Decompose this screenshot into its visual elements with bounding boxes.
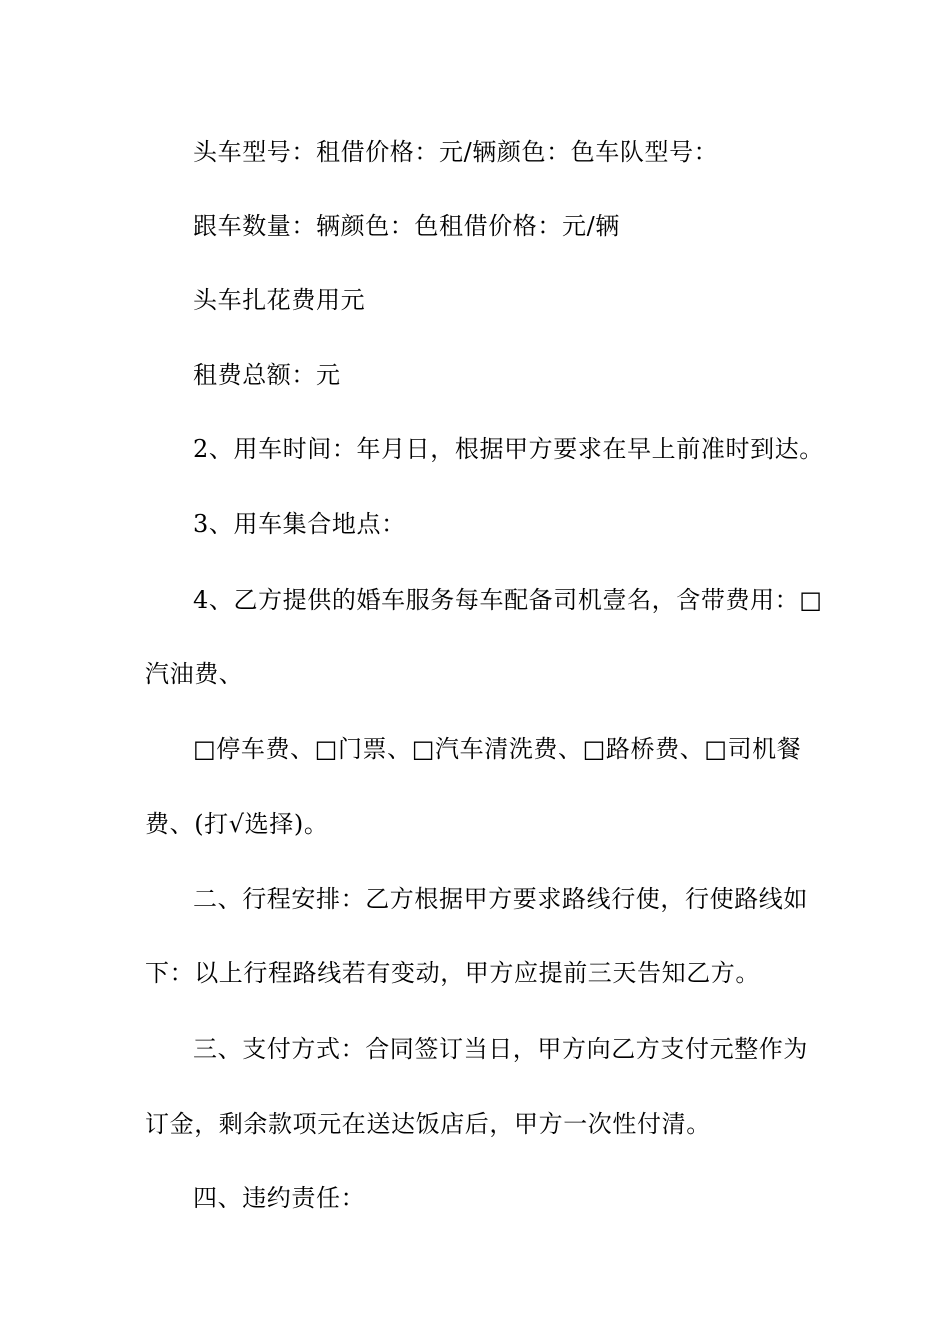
text-line-fee-selection-note: 费、(打√选择)。 [145, 810, 329, 838]
text-line-head-car: 头车型号：租借价格：元/辆颜色：色车队型号： [193, 138, 719, 166]
text-line-driver-service: 4、乙方提供的婚车服务每车配备司机壹名，含带费用：□ [193, 586, 823, 614]
text-line-itinerary-change: 下：以上行程路线若有变动，甲方应提前三天告知乙方。 [145, 959, 760, 987]
text-line-meeting-place: 3、用车集合地点： [193, 510, 406, 538]
text-line-flower-fee: 头车扎花费用元 [193, 286, 366, 314]
text-line-follow-cars: 跟车数量：辆颜色：色租借价格：元/辆 [193, 212, 620, 240]
text-line-payment-heading: 三、支付方式：合同签订当日，甲方向乙方支付元整作为 [193, 1035, 808, 1063]
text-line-usage-time: 2、用车时间：年月日，根据甲方要求在早上前准时到达。 [193, 435, 824, 463]
text-line-total-rent: 租费总额：元 [193, 361, 341, 389]
text-line-itinerary-heading: 二、行程安排：乙方根据甲方要求路线行使，行使路线如 [193, 885, 808, 913]
text-line-breach-heading: 四、违约责任： [193, 1184, 366, 1212]
text-line-payment-balance: 订金，剩余款项元在送达饭店后，甲方一次性付清。 [145, 1110, 711, 1138]
text-line-fuel-fee: 汽油费、 [145, 660, 244, 688]
text-line-fee-options: □停车费、□门票、□汽车清洗费、□路桥费、□司机餐 [193, 735, 802, 763]
